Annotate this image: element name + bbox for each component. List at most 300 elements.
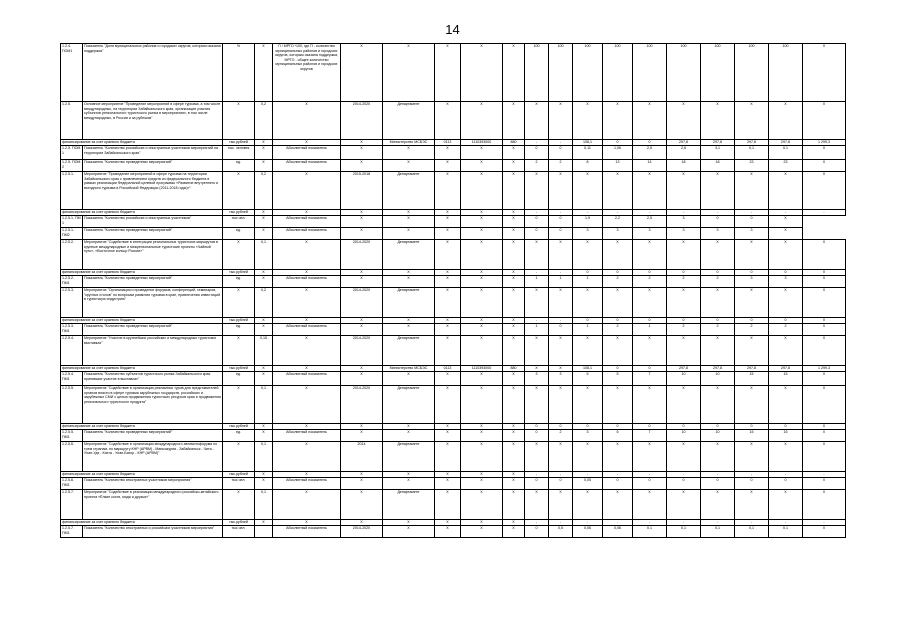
value-cell: X <box>667 386 701 424</box>
value-cell: X <box>435 324 461 336</box>
value-cell: X <box>435 44 461 102</box>
value-cell: 0 <box>633 140 667 146</box>
value-cell: тыс.чел. <box>223 216 255 228</box>
value-cell: Департамент <box>383 336 435 366</box>
value-cell: 0 <box>603 424 633 430</box>
value-cell: 2 <box>549 160 573 172</box>
value-cell: X <box>341 160 383 172</box>
value-cell: X <box>223 386 255 424</box>
value-cell: 5 <box>573 372 603 386</box>
value-cell: - <box>735 520 769 526</box>
value-cell: 15 <box>735 430 769 442</box>
value-cell: X <box>223 240 255 270</box>
value-cell: X <box>341 490 383 520</box>
value-cell: 3 <box>667 216 701 228</box>
table-row-measure <box>61 490 846 520</box>
row-name-cell: Основное мероприятие "Проведение мероприятий в сфере туризма, а том числе международных, на территории Забайкальского края, организация участия субъектов регионального туристского рынка в мероприятиях, в том числе международных, в России и за рубежом" <box>83 102 223 140</box>
value-cell: X <box>549 172 573 210</box>
value-cell: X <box>383 526 435 538</box>
value-cell: X <box>803 44 846 102</box>
value-cell: - <box>735 472 769 478</box>
value-cell: X <box>461 490 503 520</box>
row-code-cell: 1.2.5. ПОМ 2 <box>61 160 83 172</box>
value-cell: X <box>633 336 667 366</box>
value-cell: 0 <box>769 478 803 490</box>
value-cell: 5 <box>603 430 633 442</box>
value-cell: тыс.рублей <box>223 472 255 478</box>
value-cell: X <box>503 372 525 386</box>
value-cell: X <box>549 490 573 520</box>
value-cell: Департамент <box>383 172 435 210</box>
value-cell: X <box>603 442 633 472</box>
value-cell: 14 <box>633 160 667 172</box>
program-indicators-table <box>60 43 846 538</box>
value-cell: 0,1 <box>255 490 273 520</box>
value-cell: 0 <box>549 146 573 160</box>
value-cell: X <box>735 442 769 472</box>
finance-label-cell: финансирование за счет краевого бюджета <box>61 140 223 146</box>
value-cell: 15 <box>769 372 803 386</box>
value-cell: 3 <box>573 228 603 240</box>
row-name-cell: Показатель "Количество проведенных мероприятий" <box>83 228 223 240</box>
value-cell: 100 <box>603 44 633 102</box>
value-cell: ед. <box>223 228 255 240</box>
value-cell: Абсолютный показатель <box>273 526 341 538</box>
value-cell: X <box>573 288 603 318</box>
value-cell: X <box>383 318 435 324</box>
value-cell: 0,2 <box>255 288 273 318</box>
value-cell: X <box>435 442 461 472</box>
value-cell: X <box>223 288 255 318</box>
value-cell: X <box>803 276 846 288</box>
value-cell: тыс.рублей <box>223 366 255 372</box>
value-cell: X <box>461 526 503 538</box>
value-cell: Абсолютный показатель <box>273 478 341 490</box>
value-cell: 0 <box>525 216 549 228</box>
value-cell: 297,8 <box>667 366 701 372</box>
value-cell: 1 299,3 <box>803 140 846 146</box>
value-cell: X <box>503 424 525 430</box>
value-cell: X <box>341 276 383 288</box>
value-cell: X <box>701 490 735 520</box>
value-cell: X <box>341 472 383 478</box>
value-cell: 2,6 <box>667 146 701 160</box>
value-cell: X <box>255 520 273 526</box>
row-code-cell: 1.2.5.5. <box>61 386 83 424</box>
value-cell: X <box>461 442 503 472</box>
row-code-cell: 1.2.5.4. ПМ1 <box>61 372 83 386</box>
value-cell: 0,2 <box>255 172 273 210</box>
value-cell: 5 <box>603 372 633 386</box>
value-cell: X <box>525 386 549 424</box>
value-cell: X <box>341 424 383 430</box>
value-cell: 0 <box>701 478 735 490</box>
value-cell: X <box>503 228 525 240</box>
value-cell: X <box>341 228 383 240</box>
table-row-indicator <box>61 324 846 336</box>
value-cell: X <box>769 228 803 240</box>
row-name-cell: Мероприятие "Содействие в организации рекламных туров для представителей органов власти в сфере туризма зарубежных государств, российских и зарубежных СМИ с целью продвижения туристских ресурсов края и продвижения регионального туристского продукта" <box>83 386 223 424</box>
value-cell: X <box>461 160 503 172</box>
value-cell: X <box>503 442 525 472</box>
value-cell: 0 <box>603 270 633 276</box>
value-cell: X <box>273 102 341 140</box>
value-cell: X <box>503 288 525 318</box>
value-cell: - <box>549 210 573 216</box>
value-cell: - <box>525 318 549 324</box>
value-cell: 0 <box>549 478 573 490</box>
table-row-measure <box>61 288 846 318</box>
value-cell: X <box>383 276 435 288</box>
table-row-indicator <box>61 44 846 102</box>
value-cell: X <box>461 324 503 336</box>
value-cell: X <box>273 490 341 520</box>
row-name-cell: Мероприятие "Организация и проведение форумов, конференций, семинаров, "круглых столов" по вопросам развития туризма в крае, привлечения инвестиций в туристскую индустрию" <box>83 288 223 318</box>
value-cell: тыс.рублей <box>223 424 255 430</box>
value-cell: 0 <box>667 318 701 324</box>
value-cell: X <box>461 288 503 318</box>
value-cell: X <box>503 336 525 366</box>
value-cell: X <box>503 472 525 478</box>
value-cell: 3 <box>603 228 633 240</box>
row-name-cell: Мероприятие "Проведение мероприятий в сфере туризма на территории Забайкальского края с привлечением средств из федерального бюджета в рамках реализации Федеральной целевой программы «Развитие внутреннего и въездного туризма в Российской Федерации (2011-2018 годы)»" <box>83 172 223 210</box>
value-cell: - <box>769 472 803 478</box>
row-name-cell: Мероприятие "Содействие в организации международного автомотофорума по трем странам, по маршруту КНР (АРВМ) - Маньчжурия - Забайкальск - Чита - Улан-Удэ - Кяхта - Улан-Батор - КНР (АРВМ)" <box>83 442 223 472</box>
row-name-cell: Показатель "Количество субъектов туристского рынка Забайкальского края принявших участие в выставках" <box>83 372 223 386</box>
value-cell: X <box>503 478 525 490</box>
value-cell: X <box>461 172 503 210</box>
value-cell: 880 <box>503 366 525 372</box>
value-cell: Министерство МСБЭС <box>383 140 435 146</box>
value-cell: 1 <box>633 324 667 336</box>
value-cell: 1 <box>573 276 603 288</box>
value-cell: X <box>701 172 735 210</box>
value-cell: X <box>667 442 701 472</box>
value-cell: X <box>549 240 573 270</box>
value-cell: X <box>503 386 525 424</box>
value-cell: - <box>667 210 701 216</box>
value-cell: X <box>633 288 667 318</box>
value-cell: X <box>435 172 461 210</box>
value-cell: 1110393000 <box>461 140 503 146</box>
value-cell: X <box>633 386 667 424</box>
value-cell: 10 <box>701 372 735 386</box>
value-cell: 2,2 <box>603 216 633 228</box>
value-cell: X <box>341 270 383 276</box>
value-cell: 0 <box>525 146 549 160</box>
value-cell: 0 <box>701 216 735 228</box>
value-cell: X <box>255 372 273 386</box>
value-cell: 0 <box>735 424 769 430</box>
value-cell: 0 <box>769 270 803 276</box>
value-cell: 0,1 <box>255 240 273 270</box>
value-cell: X <box>341 146 383 160</box>
row-name-cell: Мероприятие "Содействие в реализации международного российско-китайского проекта «Ёлкие кости, мода и друзья»" <box>83 490 223 520</box>
value-cell: 0,1 <box>735 526 769 538</box>
value-cell: - <box>549 318 573 324</box>
value-cell: - <box>701 520 735 526</box>
value-cell: 0,1 <box>735 146 769 160</box>
value-cell: Департамент <box>383 288 435 318</box>
value-cell: 0,06 <box>603 526 633 538</box>
table-row-measure <box>61 442 846 472</box>
value-cell: 1 <box>525 276 549 288</box>
row-name-cell: Показатель "Количество российских и иностранных участников мероприятий на территории Забайкальского края" <box>83 146 223 160</box>
value-cell: - <box>803 472 846 478</box>
value-cell: X <box>461 210 503 216</box>
value-cell: тыс.рублей <box>223 318 255 324</box>
row-code-cell: 1.2.5.6. <box>61 442 83 472</box>
value-cell: X <box>503 520 525 526</box>
value-cell: X <box>383 472 435 478</box>
value-cell: X <box>461 386 503 424</box>
value-cell: X <box>803 478 846 490</box>
value-cell: - <box>525 140 549 146</box>
value-cell: X <box>273 140 341 146</box>
row-code-cell: 1.2.5.2. <box>61 240 83 270</box>
value-cell: X <box>273 386 341 424</box>
value-cell: X <box>549 336 573 366</box>
value-cell: X <box>255 44 273 102</box>
value-cell: тыс.рублей <box>223 210 255 216</box>
value-cell: X <box>803 240 846 270</box>
value-cell: X <box>633 102 667 140</box>
value-cell: X <box>803 386 846 424</box>
row-code-cell: 1.2.5.5. ПМ1 <box>61 430 83 442</box>
value-cell: 8 <box>573 160 603 172</box>
value-cell: X <box>735 102 769 140</box>
value-cell: X <box>803 160 846 172</box>
value-cell: Департамент <box>383 490 435 520</box>
value-cell: 0 <box>633 270 667 276</box>
value-cell: X <box>273 172 341 210</box>
value-cell: X <box>435 386 461 424</box>
row-code-cell: 1.2.5.7. <box>61 490 83 520</box>
value-cell: 297,8 <box>667 140 701 146</box>
value-cell: X <box>255 228 273 240</box>
value-cell: Абсолютный показатель <box>273 216 341 228</box>
value-cell: X <box>549 102 573 140</box>
value-cell: 297,8 <box>701 366 735 372</box>
value-cell: 0 <box>803 424 846 430</box>
value-cell: 297,8 <box>701 140 735 146</box>
row-code-cell: 1.2.5.7. ПМ1 <box>61 526 83 538</box>
value-cell: 0 <box>667 478 701 490</box>
value-cell: 0,11 <box>573 146 603 160</box>
value-cell: X <box>383 520 435 526</box>
value-cell: X <box>273 288 341 318</box>
page-number: 14 <box>445 22 460 37</box>
table-row-indicator <box>61 160 846 172</box>
value-cell: - <box>525 472 549 478</box>
value-cell: X <box>255 478 273 490</box>
value-cell: Абсолютный показатель <box>273 228 341 240</box>
value-cell <box>255 526 273 538</box>
value-cell: X <box>255 270 273 276</box>
value-cell: 0 <box>603 478 633 490</box>
value-cell: X <box>667 336 701 366</box>
value-cell: - <box>525 210 549 216</box>
value-cell: X <box>667 172 701 210</box>
value-cell: X <box>341 210 383 216</box>
value-cell: 0 <box>573 424 603 430</box>
value-cell: - <box>549 140 573 146</box>
row-name-cell: Показатель "Количество проведенных мероприятий" <box>83 324 223 336</box>
value-cell: X <box>435 240 461 270</box>
value-cell: X <box>273 520 341 526</box>
value-cell: X <box>461 216 503 228</box>
value-cell: 13 <box>603 160 633 172</box>
value-cell: X <box>667 240 701 270</box>
value-cell: X <box>503 526 525 538</box>
finance-label-cell: финансирование за счет краевого бюджета <box>61 472 223 478</box>
value-cell: 100 <box>701 44 735 102</box>
value-cell: X <box>525 288 549 318</box>
row-code-cell: 1.2.5. <box>61 102 83 140</box>
value-cell: 297,8 <box>735 140 769 146</box>
value-cell: X <box>503 210 525 216</box>
value-cell: X <box>435 210 461 216</box>
value-cell: 100 <box>573 44 603 102</box>
value-cell: X <box>633 490 667 520</box>
value-cell: - <box>633 472 667 478</box>
value-cell: 0 <box>803 270 846 276</box>
value-cell: X <box>803 372 846 386</box>
value-cell: X <box>255 366 273 372</box>
value-cell: X <box>803 336 846 366</box>
value-cell: X <box>435 430 461 442</box>
value-cell: 15 <box>769 430 803 442</box>
value-cell: 0 <box>603 366 633 372</box>
value-cell: X <box>503 102 525 140</box>
value-cell: X <box>341 324 383 336</box>
value-cell: X <box>273 366 341 372</box>
value-cell: 0 <box>633 366 667 372</box>
value-cell: X <box>603 102 633 140</box>
value-cell: X <box>633 172 667 210</box>
value-cell: 2 <box>633 276 667 288</box>
value-cell: X <box>769 336 803 366</box>
value-cell: X <box>383 228 435 240</box>
value-cell: X <box>461 478 503 490</box>
value-cell: - <box>701 210 735 216</box>
value-cell: X <box>803 146 846 160</box>
value-cell: X <box>461 520 503 526</box>
value-cell: X <box>525 240 549 270</box>
finance-label-cell: финансирование за счет краевого бюджета <box>61 424 223 430</box>
value-cell: 0 <box>633 424 667 430</box>
value-cell: Абсолютный показатель <box>273 160 341 172</box>
value-cell: 0 <box>735 318 769 324</box>
row-name-cell: Показатель "Количество российских и иностранных участников" <box>83 216 223 228</box>
value-cell: 2 <box>701 324 735 336</box>
finance-label-cell: финансирование за счет краевого бюджета <box>61 318 223 324</box>
finance-label-cell: финансирование за счет краевого бюджета <box>61 210 223 216</box>
value-cell: X <box>701 102 735 140</box>
value-cell: X <box>525 336 549 366</box>
row-code-cell: 1.2.5.4. <box>61 336 83 366</box>
value-cell: X <box>461 240 503 270</box>
table-row-indicator <box>61 526 846 538</box>
value-cell: ед. <box>223 276 255 288</box>
value-cell: 7 <box>633 430 667 442</box>
value-cell: X <box>503 318 525 324</box>
value-cell: 2 <box>735 324 769 336</box>
row-code-cell: 1.2.5.1. ПМ2 <box>61 228 83 240</box>
value-cell: X <box>273 442 341 472</box>
value-cell: X <box>503 160 525 172</box>
value-cell: X <box>803 288 846 318</box>
value-cell: X <box>461 372 503 386</box>
value-cell: 100 <box>769 44 803 102</box>
table-row-measure <box>61 102 846 140</box>
value-cell: тыс.рублей <box>223 140 255 146</box>
value-cell: - <box>549 520 573 526</box>
value-cell: X <box>803 490 846 520</box>
value-cell: X <box>461 276 503 288</box>
value-cell: тыс.рублей <box>223 520 255 526</box>
value-cell: 0113 <box>435 366 461 372</box>
value-cell: X <box>573 172 603 210</box>
value-cell: X <box>525 490 549 520</box>
value-cell: X <box>461 146 503 160</box>
value-cell: 23 <box>769 160 803 172</box>
value-cell: - <box>735 210 769 216</box>
row-name-cell: Показатель "Количество иностранных и российских участников мероприятия" <box>83 526 223 538</box>
value-cell: Абсолютный показатель <box>273 372 341 386</box>
value-cell: X <box>633 442 667 472</box>
value-cell: X <box>769 216 803 228</box>
table-row-indicator <box>61 216 846 228</box>
value-cell: X <box>769 490 803 520</box>
value-cell: 100 <box>667 44 701 102</box>
row-code-cell: 1.2.5.3. <box>61 288 83 318</box>
value-cell: Абсолютный показатель <box>273 430 341 442</box>
finance-label-cell: финансирование за счет краевого бюджета <box>61 366 223 372</box>
value-cell: 1 <box>573 324 603 336</box>
value-cell: 3 <box>769 276 803 288</box>
row-code-cell: 1.2.5.6. ПМ1 <box>61 478 83 490</box>
value-cell: ед. <box>223 324 255 336</box>
value-cell: 0 <box>735 216 769 228</box>
value-cell: тыс.чел. <box>223 478 255 490</box>
value-cell: 2 <box>525 160 549 172</box>
value-cell: 0 <box>735 270 769 276</box>
value-cell: X <box>461 430 503 442</box>
value-cell: X <box>735 386 769 424</box>
value-cell: X <box>735 172 769 210</box>
program-table-wrapper <box>60 43 845 538</box>
value-cell: 3 <box>667 228 701 240</box>
value-cell: 0 <box>701 318 735 324</box>
value-cell: ед. <box>223 160 255 172</box>
value-cell: X <box>573 336 603 366</box>
value-cell: 0 <box>735 478 769 490</box>
value-cell: 2014-2020 <box>341 386 383 424</box>
value-cell: X <box>435 318 461 324</box>
value-cell: X <box>255 472 273 478</box>
value-cell: 18 <box>667 160 701 172</box>
value-cell: 2015-2018 <box>341 172 383 210</box>
value-cell: 108,1 <box>573 140 603 146</box>
value-cell: 297,8 <box>769 140 803 146</box>
value-cell: X <box>383 210 435 216</box>
value-cell: X <box>769 386 803 424</box>
value-cell: 0 <box>803 318 846 324</box>
table-row-indicator <box>61 478 846 490</box>
value-cell: 297,8 <box>769 366 803 372</box>
value-cell: - <box>803 210 846 216</box>
